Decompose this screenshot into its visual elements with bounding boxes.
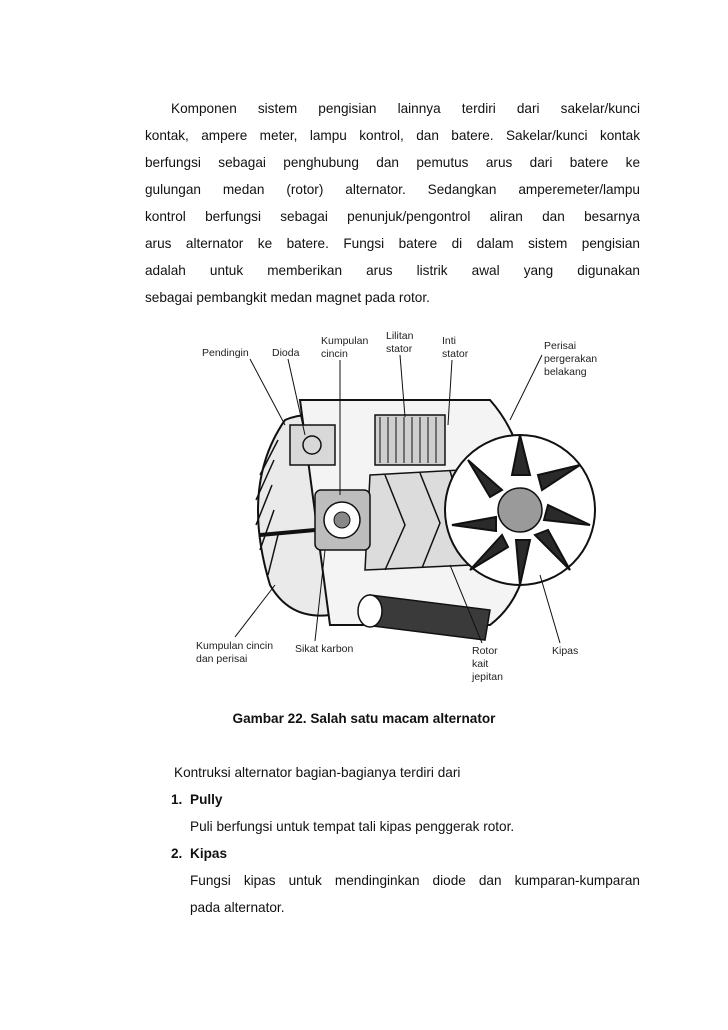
list-item-title: Pully	[190, 792, 223, 807]
label-kipas: Kipas	[552, 645, 579, 657]
label-sikat-karbon: Sikat karbon	[295, 643, 354, 655]
list-item-line: Fungsi kipas untuk mendinginkan diode dan kumparan-kumparan	[190, 873, 640, 888]
paragraph-line: berfungsi sebagai penghubung dan pemutus arus dari batere ke	[145, 155, 640, 170]
list-item-number: 1.	[171, 792, 183, 807]
label-perisai-3: belakang	[544, 366, 587, 378]
list-intro: Kontruksi alternator bagian-bagianya terdiri dari	[174, 765, 461, 780]
label-inti-stator: Inti	[442, 335, 457, 347]
paragraph-line: kontrol berfungsi sebagai penunjuk/pengontrol aliran dan besarnya	[145, 209, 640, 224]
list-item-title: Kipas	[190, 846, 228, 861]
label-pendingin: Pendingin	[202, 347, 249, 359]
paragraph-line: kontak, ampere meter, lampu kontrol, dan batere. Sakelar/kunci kontak	[145, 128, 640, 143]
label-rotor: Rotor	[472, 645, 498, 657]
label-kumpulan-perisai: Kumpulan cincin	[196, 640, 274, 652]
label-inti-stator-2: stator	[442, 348, 469, 360]
label-perisai: Perisai	[544, 340, 577, 352]
list-item-line: Puli berfungsi untuk tempat tali kipas penggerak rotor.	[190, 819, 515, 834]
label-rotor-3: jepitan	[472, 671, 503, 683]
list-item-line: pada alternator.	[190, 900, 285, 915]
paragraph-line: gulungan medan (rotor) alternator. Sedangkan amperemeter/lampu	[145, 182, 640, 197]
label-dioda: Dioda	[272, 347, 300, 359]
paragraph-line: arus alternator ke batere. Fungsi batere di dalam sistem pengisian	[145, 236, 640, 251]
paragraph-line: sebagai pembangkit medan magnet pada rotor.	[145, 290, 430, 305]
paragraph-line: Komponen sistem pengisian lainnya terdiri dari sakelar/kunci	[171, 101, 640, 116]
figure-caption: Gambar 22. Salah satu macam alternator	[232, 711, 496, 726]
label-kumpulan-cincin: Kumpulan	[321, 335, 369, 347]
list-item-number: 2.	[171, 846, 183, 861]
label-perisai-2: pergerakan	[544, 353, 598, 365]
label-rotor-2: kait	[472, 658, 489, 670]
paragraph-line: adalah untuk memberikan arus listrik awal yang digunakan	[145, 263, 640, 278]
label-lilitan-stator-2: stator	[386, 343, 413, 355]
label-lilitan-stator: Lilitan	[386, 330, 414, 342]
label-kumpulan-perisai-2: dan perisai	[196, 653, 248, 665]
alternator-figure	[190, 325, 598, 695]
label-kumpulan-cincin-2: cincin	[321, 348, 348, 360]
